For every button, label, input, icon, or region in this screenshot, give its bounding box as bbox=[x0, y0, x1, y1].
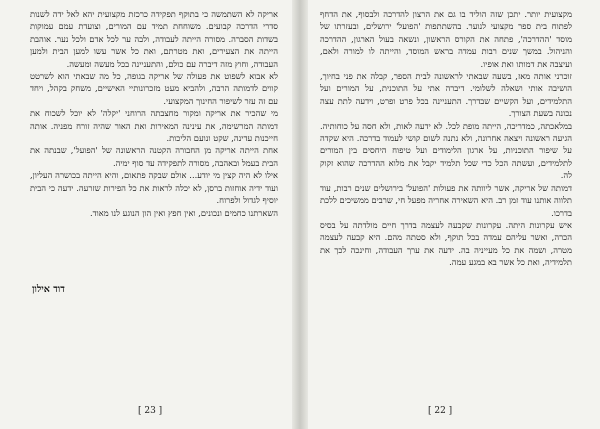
right-page-text bbox=[320, 8, 572, 338]
page-number: [ 23 ] bbox=[138, 406, 163, 416]
left-page-text bbox=[30, 8, 278, 338]
paragraph: זוכרני אותה מאז, בשעה שבאתי לראשונה לבית הספר, קבלה את פני בחיוך, הושיבה אותי ושאלה לשלומי. דיברה אתי על התוכנית, על המורים ועל התלמידים, ועל הקשיים שבדרך. התעניינה בכל פרט ופרט, וידעה לתת עצה נכונה בשעת הצורך. bbox=[320, 71, 572, 119]
paragraph: דמותה של אריקה, אשר ליוותה את פעולות 'הפועל' בירושלים שנים רבות, עוד תלווה אותנו עוד זמן רב. היא השאירה אחריה מפעל חי, שרבים ממשיכים ללכת בדרכו. bbox=[320, 182, 572, 218]
paragraph: השארתנו כחמים ונכונים, ואין חפץ ואין הון הנוגע לנו מאוד. bbox=[90, 207, 278, 218]
page-number: [ 22 ] bbox=[428, 406, 453, 416]
author-signature: דוד אילון bbox=[32, 284, 65, 295]
book-gutter bbox=[292, 0, 308, 429]
paragraph: מי שהכיר את אריקה ומקור מחצבתה הרוחני 'יקלה' לא יוכל לשכוח את דמותה המרשימה, את עינינה המאירות ואת האור שהיה זורח מפניה. אותה חייכנות עדינה, שקט ונועם הליכות. bbox=[30, 108, 278, 144]
right-page bbox=[308, 0, 600, 429]
paragraph: מקצועית יותר. יתכן שזה הוליד בו גם את הרצון להדרכה ולבסוף, את הדחף לפתוח בית ספר מקצועי לנוער. בהשתתפות 'הפועל' ירושלים, ובעזרתו של מוסד 'ההדרכה', פתחה את הקורס הראשון, ונשאה בעול הארגון, ההדרכה והניהול. במשך שנים רבות עמדה בראש המוסד, והייתה לו למורה ולאם, ועיצבה את דמותו ואת אופיו. bbox=[320, 9, 572, 69]
paragraph: איש עקרונות היתה. עקרונות שקבעה לעצמה בדרך חיים מולדתה על בסיס הכרה, ואשר עליהם עמדה בכל תוקף, ולא סטתה מהם. היא קבעה לעצמה מטרה, ושמה את כל מעייניה בה. ידעה את ערך העבודה, וחינכה לכך את תלמידיה, ואת כל אשר בא במגע עמה. bbox=[320, 219, 572, 268]
left-page bbox=[0, 0, 292, 429]
paragraph: אחת הייתה אריקה מן החבורה הקטנה הראשונה של 'הפועל', שבנתה את הבית בעמל ובאהבה, מסורה לתפקידה עד סוף ימיה. bbox=[30, 145, 278, 168]
paragraph: לא אבוא לשפוט את פעולה של אריקה בגופה, כל מה שבאתי הוא לשרטט קווים לדמותה הרבה, ולהביא מעט מזכרונותיי האישיים, משחק בקהל, ויחד עם זה עזר לשיפור החינוך המקצועי. bbox=[30, 71, 278, 106]
paragraph: אריקה לא השתמשה כי בתוקף תפקידה כרכזת מקצועית יהא לאל ידה לשנות סדרי הדרכה קבועים. משוחחת תמיד עם המורים, וצועדת עמם עמוקות בשדות הסברה. מסורה הייתה לעבודה, ולבה ער לכל אדם ולכל נער. אוהבת הייתה את הצעירים, ואת מטרתם, ואת כל אשר עשו למען הבית ולמען העבודה, וחוץ מזה דיברה עם כולם, והתעניינה בכל מעשה ומעשה. bbox=[30, 9, 278, 69]
paragraph: במלאכתה, כמדריכה, הייתה מופת לכל. לא ידעה לאות, ולא חסה על כוחותיה. הגיעה ראשונה ויצאה אחרונה, ולא נתנה לשום קושי לעמוד בדרכה. היא שקדה על שיפור התוכניות, על ארגון הלימודים ועל טיפוח היחסים בין המורים לתלמידים, ועשתה הכל כדי שכל תלמיד יקבל את מלוא ההדרכה שהוא זקוק לה. bbox=[320, 120, 572, 181]
paragraph: אילו לא היה קצין מי יודע... אולם שבקה פתאום, והיא הייתה בכושרה העליון, ועוד ידיה אוחזות ברסן, לא יכלה לראות את כל הפירות שזרעה. ידעה כי הבית יוסיף לגדול ולפרוח. bbox=[30, 170, 278, 206]
